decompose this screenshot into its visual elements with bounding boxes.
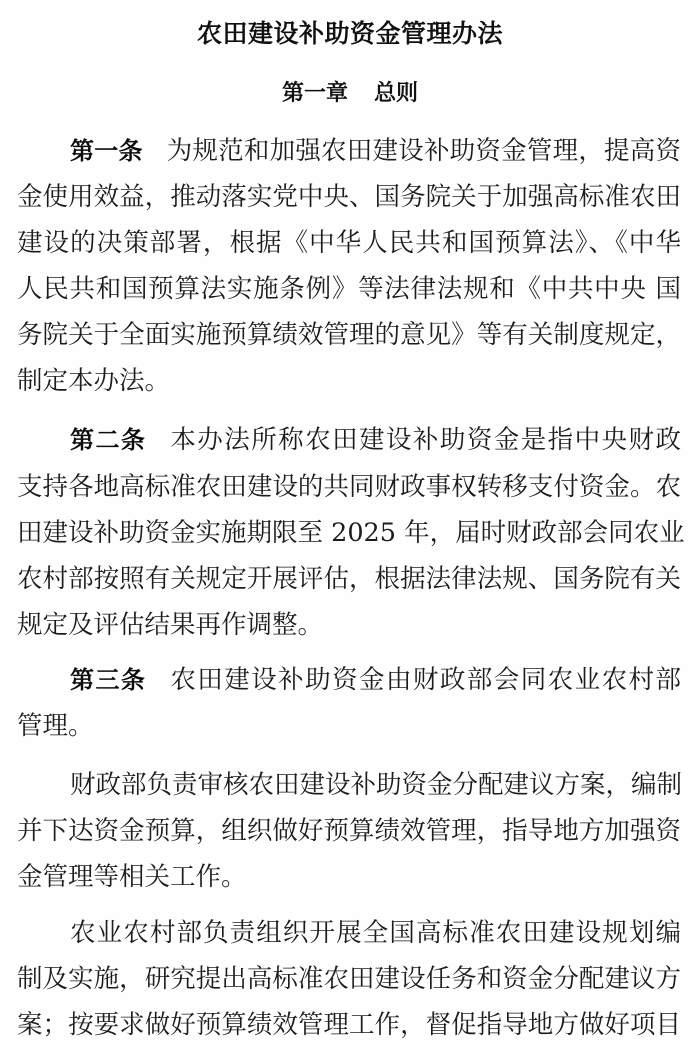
article-2-line-5: 规定及评估结果再作调整。 [17,610,324,640]
article-2-line-1 [70,420,681,460]
paragraph-1-line-1: 财政部负责审核农田建设补助资金分配建议方案，编制 [70,770,683,800]
article-label: 第一条 [70,137,143,165]
article-1-line-1 [70,131,681,171]
article-1-line-6: 制定本办法。 [17,366,171,396]
paragraph-1-line-3: 金管理等相关工作。 [17,862,247,892]
article-1-line-4: 人民共和国预算法实施条例》等法律法规和《中共中央 国 [17,274,681,304]
article-label: 第二条 [70,426,147,454]
chapter-name: 总则 [374,81,419,106]
article-1-line-2: 金使用效益，推动落实党中央、国务院关于加强高标准农田 [17,182,681,212]
article-text: 农田建设补助资金由财政部会同农业农村部 [170,665,681,695]
article-2-line-2: 支持各地高标准农田建设的共同财政事权转移支付资金。农 [17,472,681,502]
document-title: 农田建设补助资金管理办法 [196,19,503,48]
article-3-line-1 [70,660,681,700]
article-2-line-4: 农村部按照有关规定开展评估，根据法律法规、国务院有关 [17,564,681,594]
paragraph-1-line-2: 并下达资金预算，组织做好预算绩效管理，指导地方加强资 [17,816,681,846]
article-text: 为规范和加强农田建设补助资金管理，提高资 [166,136,681,166]
article-label: 第三条 [70,666,147,694]
chapter-number: 第一章 [281,81,348,106]
paragraph-2-line-1: 农业农村部负责组织开展全国高标准农田建设规划编 [70,918,681,948]
paragraph-2-line-2: 制及实施，研究提出高标准农田建设任务和资金分配建议方 [17,964,681,994]
article-text: 本办法所称农田建设补助资金是指中央财政 [170,425,681,455]
chapter-heading [0,76,700,107]
article-3-line-2: 管理。 [17,711,94,741]
article-1-line-3: 建设的决策部署，根据《中华人民共和国预算法》、《中华 [17,228,681,258]
article-2-line-3: 田建设补助资金实施期限至 2025 年，届时财政部会同农业 [17,518,685,548]
article-1-line-5: 务院关于全面实施预算绩效管理的意见》等有关制度规定， [17,320,681,350]
paragraph-2-line-3: 案；按要求做好预算绩效管理工作，督促指导地方做好项目 [17,1010,681,1040]
